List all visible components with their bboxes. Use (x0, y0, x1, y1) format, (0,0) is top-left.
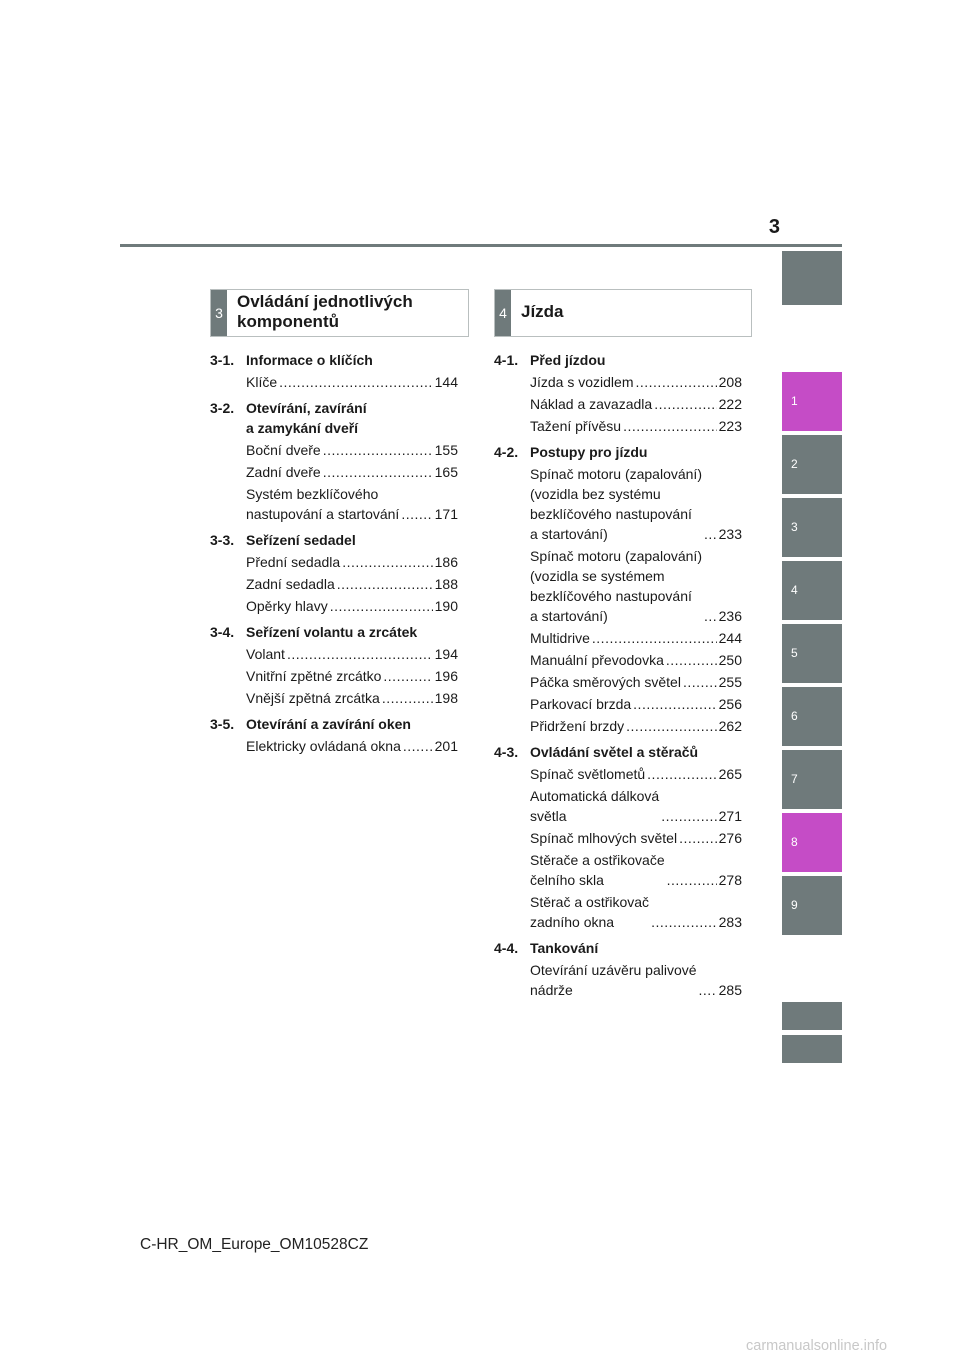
chapter-tab-6[interactable] (782, 687, 842, 746)
toc-entry-title: Stěrač a ostřikovač zadního okna (530, 894, 650, 930)
toc-entry-title: Spínač mlhových světel (530, 830, 678, 846)
toc-entry-page: 262 (718, 718, 742, 734)
toc-leader-dots (647, 764, 716, 784)
chapter-tab-label: 9 (791, 898, 798, 912)
toc-entry[interactable] (494, 394, 742, 414)
chapter-tab-label: 4 (791, 583, 798, 597)
toc-entry-title: Přední sedadla (246, 554, 341, 570)
toc-entry-title: Spínač motoru (zapalování) (vozidla se systémem bezklíčového nastupování a startování) (530, 548, 702, 624)
toc-entry[interactable] (210, 440, 458, 460)
toc-entry-page: 198 (434, 690, 458, 706)
toc-entry-title: Klíče (246, 374, 278, 390)
toc-entry[interactable] (210, 372, 458, 392)
toc-entry-page: 144 (434, 374, 458, 390)
toc-leader-dots (661, 806, 716, 826)
toc-entry-page: 194 (434, 646, 458, 662)
toc-entry-title: Náklad a zavazadla (530, 396, 653, 412)
toc-leader-dots (323, 440, 433, 460)
toc-entry-page: 233 (718, 526, 742, 542)
toc-leader-dots (382, 688, 433, 708)
toc-entry-title: Volant (246, 646, 285, 662)
toc-leader-dots (635, 372, 716, 392)
toc-entry[interactable] (494, 850, 742, 890)
chapter-tab-blank[interactable] (782, 1002, 842, 1030)
chapter-tab-3[interactable] (782, 498, 842, 557)
watermark: carmanualsonline.info (746, 1338, 888, 1354)
chapter-tab-label: 3 (791, 520, 798, 534)
header-rule (120, 244, 842, 247)
toc-leader-dots (337, 574, 433, 594)
toc-entry-title: Spínač světlometů (530, 766, 646, 782)
toc-entry[interactable] (210, 596, 458, 616)
section-number: 4 (495, 290, 511, 336)
toc-chapter (210, 714, 458, 734)
chapter-number: 3-3. (210, 532, 235, 548)
toc-entry-title: Zadní dveře (246, 464, 321, 480)
toc-chapter (494, 350, 742, 370)
toc-entry-page: 188 (434, 576, 458, 592)
toc-leader-dots (667, 870, 717, 890)
toc-entry-title: Automatická dálková světla (530, 788, 660, 824)
chapter-tab-4[interactable] (782, 561, 842, 620)
chapter-number: 3-5. (210, 716, 235, 732)
toc-chapter (210, 398, 458, 438)
chapter-tab-blank[interactable] (782, 251, 842, 305)
toc-chapter (494, 442, 742, 462)
chapter-tab-7[interactable] (782, 750, 842, 809)
chapter-number: 4-4. (494, 940, 519, 956)
toc-entry-page: 278 (718, 872, 742, 888)
chapter-tab-1[interactable] (782, 372, 842, 431)
toc-entry[interactable] (494, 960, 742, 1000)
toc-leader-dots (403, 736, 433, 756)
toc-leader-dots (666, 650, 717, 670)
chapter-tab-label: 2 (791, 457, 798, 471)
toc-leader-dots (323, 462, 433, 482)
toc-entry-page: 155 (434, 442, 458, 458)
chapter-title: Informace o klíčích (246, 352, 373, 368)
toc-entry[interactable] (210, 688, 458, 708)
toc-entry-title: Vnější zpětná zrcátka (246, 690, 380, 706)
toc-entry[interactable] (494, 464, 742, 544)
toc-entry-page: 208 (718, 374, 742, 390)
toc-entry-title: Manuální převodovka (530, 652, 664, 668)
section-title: Ovládání jednotlivých komponentů (237, 292, 413, 331)
chapter-title: Tankování (530, 940, 599, 956)
toc-entry-title: Otevírání uzávěru palivové nádrže (530, 962, 697, 998)
toc-leader-dots (699, 980, 717, 1000)
toc-entry-page: 276 (718, 830, 742, 846)
toc-entry-page: 244 (718, 630, 742, 646)
chapter-tab-blank[interactable] (782, 1035, 842, 1063)
section-header-3 (210, 289, 469, 337)
toc-leader-dots (704, 524, 717, 544)
toc-leader-dots (592, 628, 717, 648)
chapter-number: 3-2. (210, 400, 235, 416)
chapter-title: Ovládání světel a stěračů (530, 744, 699, 760)
toc-entry-title: Boční dveře (246, 442, 321, 458)
toc-leader-dots (654, 394, 716, 414)
toc-chapter (210, 622, 458, 642)
toc-entry[interactable] (210, 666, 458, 686)
toc-entry[interactable] (210, 552, 458, 572)
toc-entry-title: Vnitřní zpětné zrcátko (246, 668, 382, 684)
toc-entry[interactable] (210, 644, 458, 664)
document-code: C-HR_OM_Europe_OM10528CZ (140, 1236, 369, 1253)
chapter-tab-label: 1 (791, 394, 798, 408)
toc-chapter (494, 742, 742, 762)
section-title: Jízda (521, 302, 564, 321)
toc-entry[interactable] (494, 416, 742, 436)
toc-entry-page: 283 (718, 914, 742, 930)
toc-entry-page: 250 (718, 652, 742, 668)
toc-leader-dots (704, 606, 717, 626)
toc-entry[interactable] (494, 786, 742, 826)
toc-leader-dots (401, 504, 432, 524)
chapter-title: Otevírání, zavírání a zamykání dveří (246, 400, 367, 436)
chapter-tab-label: 7 (791, 772, 798, 786)
toc-entry[interactable] (210, 736, 458, 756)
toc-entry-title: Parkovací brzda (530, 696, 632, 712)
toc-entry-title: Páčka směrových světel (530, 674, 681, 690)
toc-entry-page: 201 (434, 738, 458, 754)
toc-entry-title: Zadní sedadla (246, 576, 335, 592)
toc-entry[interactable] (494, 892, 742, 932)
toc-entry-page: 165 (434, 464, 458, 480)
toc-entry-title: Stěrače a ostřikovače čelního skla (530, 852, 665, 888)
section-header-4 (494, 289, 752, 337)
chapter-tab-label: 6 (791, 709, 798, 723)
toc-entry-title: Tažení přívěsu (530, 418, 622, 434)
chapter-title: Postupy pro jízdu (530, 444, 648, 460)
toc-chapter (210, 530, 458, 550)
toc-entry[interactable] (210, 574, 458, 594)
toc-entry[interactable] (494, 694, 742, 714)
chapter-tab-5[interactable] (782, 624, 842, 683)
toc-entry-page: 256 (718, 696, 742, 712)
toc-leader-dots (633, 694, 716, 714)
toc-entry[interactable] (494, 372, 742, 392)
toc-entry[interactable] (494, 546, 742, 626)
toc-entry-page: 222 (718, 396, 742, 412)
toc-entry[interactable] (494, 628, 742, 648)
chapter-tab-2[interactable] (782, 435, 842, 494)
toc-entry-page: 285 (718, 982, 742, 998)
chapter-tab-label: 8 (791, 835, 798, 849)
toc-column-section-4 (494, 350, 742, 1000)
toc-entry-title: Spínač motoru (zapalování) (vozidla bez systému bezklíčového nastupování a startování) (530, 466, 702, 542)
toc-entry[interactable] (494, 650, 742, 670)
toc-entry-title: Opěrky hlavy (246, 598, 328, 614)
toc-leader-dots (383, 666, 432, 686)
toc-leader-dots (623, 416, 717, 436)
chapter-number: 3-1. (210, 352, 235, 368)
toc-entry-title: Přidržení brzdy (530, 718, 625, 734)
toc-leader-dots (330, 596, 433, 616)
toc-entry-page: 271 (718, 808, 742, 824)
toc-chapter (210, 350, 458, 370)
toc-entry-page: 186 (434, 554, 458, 570)
toc-entry[interactable] (210, 462, 458, 482)
toc-entry[interactable] (210, 484, 458, 524)
chapter-title: Před jízdou (530, 352, 606, 368)
toc-leader-dots (651, 912, 717, 932)
chapter-tab-9[interactable] (782, 876, 842, 935)
chapter-title: Otevírání a zavírání oken (246, 716, 411, 732)
chapter-title: Seřízení volantu a zrcátek (246, 624, 418, 640)
toc-entry-page: 236 (718, 608, 742, 624)
page-number: 3 (768, 216, 780, 238)
toc-leader-dots (683, 672, 717, 692)
toc-entry[interactable] (494, 764, 742, 784)
toc-entry-page: 190 (434, 598, 458, 614)
toc-entry[interactable] (494, 828, 742, 848)
chapter-number: 3-4. (210, 624, 235, 640)
chapter-title: Seřízení sedadel (246, 532, 356, 548)
toc-leader-dots (287, 644, 433, 664)
toc-entry-page: 223 (718, 418, 742, 434)
toc-chapter (494, 938, 742, 958)
toc-entry-title: Systém bezklíčového nastupování a startování (246, 486, 400, 522)
toc-leader-dots (626, 716, 716, 736)
chapter-tab-label: 5 (791, 646, 798, 660)
section-number: 3 (211, 290, 227, 336)
chapter-tab-8[interactable] (782, 813, 842, 872)
toc-entry-title: Jízda s vozidlem (530, 374, 634, 390)
chapter-number: 4-2. (494, 444, 519, 460)
toc-leader-dots (279, 372, 433, 392)
toc-entry-page: 265 (718, 766, 742, 782)
toc-entry[interactable] (494, 716, 742, 736)
toc-leader-dots (342, 552, 432, 572)
toc-entry-page: 196 (434, 668, 458, 684)
chapter-number: 4-3. (494, 744, 519, 760)
toc-entry[interactable] (494, 672, 742, 692)
toc-entry-title: Multidrive (530, 630, 590, 646)
chapter-number: 4-1. (494, 352, 519, 368)
toc-entry-title: Elektricky ovládaná okna (246, 738, 401, 754)
toc-entry-page: 255 (718, 674, 742, 690)
toc-column-section-3 (210, 350, 458, 756)
toc-entry-page: 171 (434, 506, 458, 522)
toc-leader-dots (679, 828, 717, 848)
